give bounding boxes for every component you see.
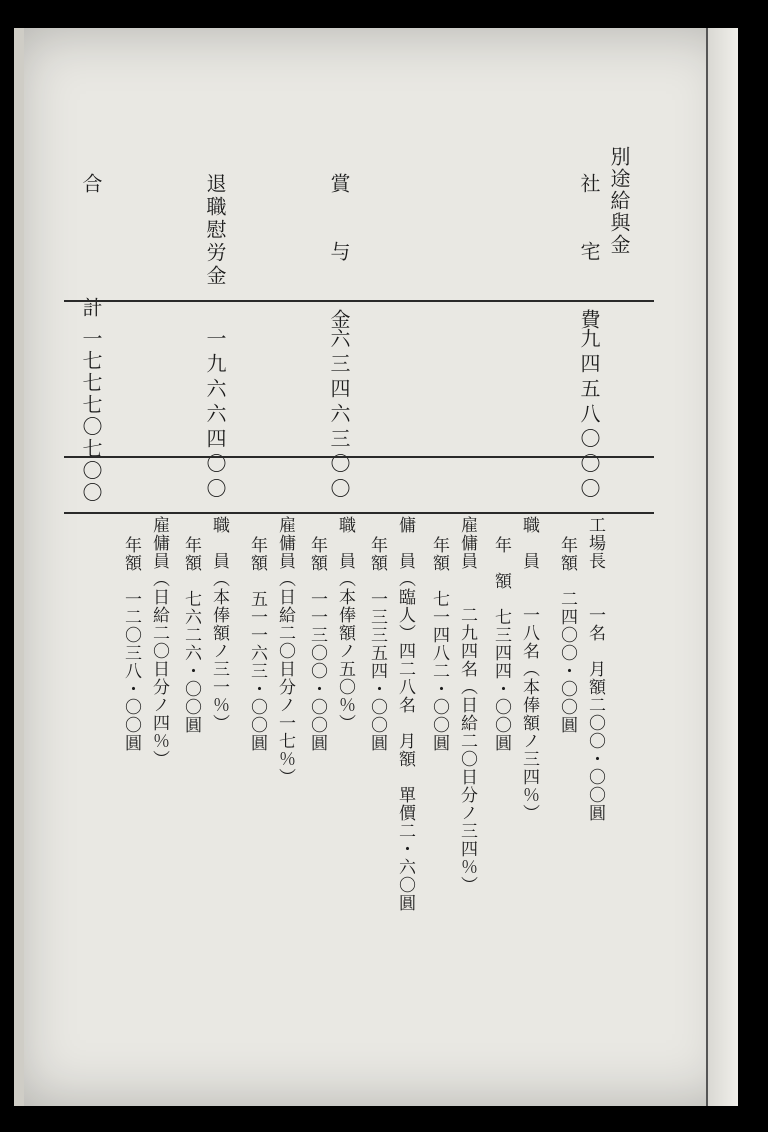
breakdown-column: 年額 一三三五四・〇〇圓 bbox=[367, 536, 387, 752]
document-page bbox=[14, 28, 738, 1106]
breakdown-column: 職 員（本俸額ノ三一％） bbox=[209, 516, 229, 732]
row-value-taishoku: 一九六六四〇〇 bbox=[203, 328, 227, 503]
row-value-total: 一七七七〇七〇〇 bbox=[79, 328, 103, 504]
section-title: 別途給與金 bbox=[607, 146, 631, 256]
breakdown-column: 雇傭員 二九四名（日給二〇日分ノ三四％） bbox=[457, 516, 477, 894]
breakdown-column: 傭 員（臨人）四二八名 月額 單價二・六〇圓 bbox=[395, 516, 415, 912]
breakdown-column: 工場長 一名 月額二〇〇・〇〇圓 bbox=[585, 516, 605, 822]
breakdown-column: 年額 五一一六三・〇〇圓 bbox=[247, 536, 267, 752]
breakdown-column: 年 額 七三四四・〇〇圓 bbox=[491, 536, 511, 752]
table-rule-mid bbox=[64, 456, 654, 458]
row-label-shataku: 社 宅 費 bbox=[577, 173, 601, 343]
row-label-shoyo: 賞 与 金 bbox=[327, 173, 351, 343]
breakdown-column: 年額 七一四八二・〇〇圓 bbox=[429, 536, 449, 752]
breakdown-column: 年額 七六二六・〇〇圓 bbox=[181, 536, 201, 734]
breakdown-column: 雇傭員（日給二〇日分ノ一七％） bbox=[275, 516, 295, 786]
page-spine bbox=[14, 28, 24, 1106]
table-rule-header bbox=[64, 300, 654, 302]
row-label-taishoku: 退職慰労金 bbox=[203, 173, 227, 288]
row-value-shoyo: 六三四六三〇〇 bbox=[327, 328, 351, 503]
page-right-edge bbox=[706, 28, 738, 1106]
row-value-shataku: 九四五八〇〇〇 bbox=[577, 328, 601, 503]
breakdown-column: 雇傭員（日給二〇日分ノ四％） bbox=[149, 516, 169, 768]
table-rule-bottom bbox=[64, 512, 654, 514]
breakdown-column: 年額 一一三〇〇・〇〇圓 bbox=[307, 536, 327, 752]
row-label-total: 合 計 bbox=[79, 173, 103, 328]
breakdown-column: 年額 一二〇三八・〇〇圓 bbox=[121, 536, 141, 752]
breakdown-column: 職 員 一八名（本俸額ノ三四％） bbox=[519, 516, 539, 822]
breakdown-column: 職 員（本俸額ノ五〇％） bbox=[335, 516, 355, 732]
breakdown-column: 年額 二四〇〇・〇〇圓 bbox=[557, 536, 577, 734]
